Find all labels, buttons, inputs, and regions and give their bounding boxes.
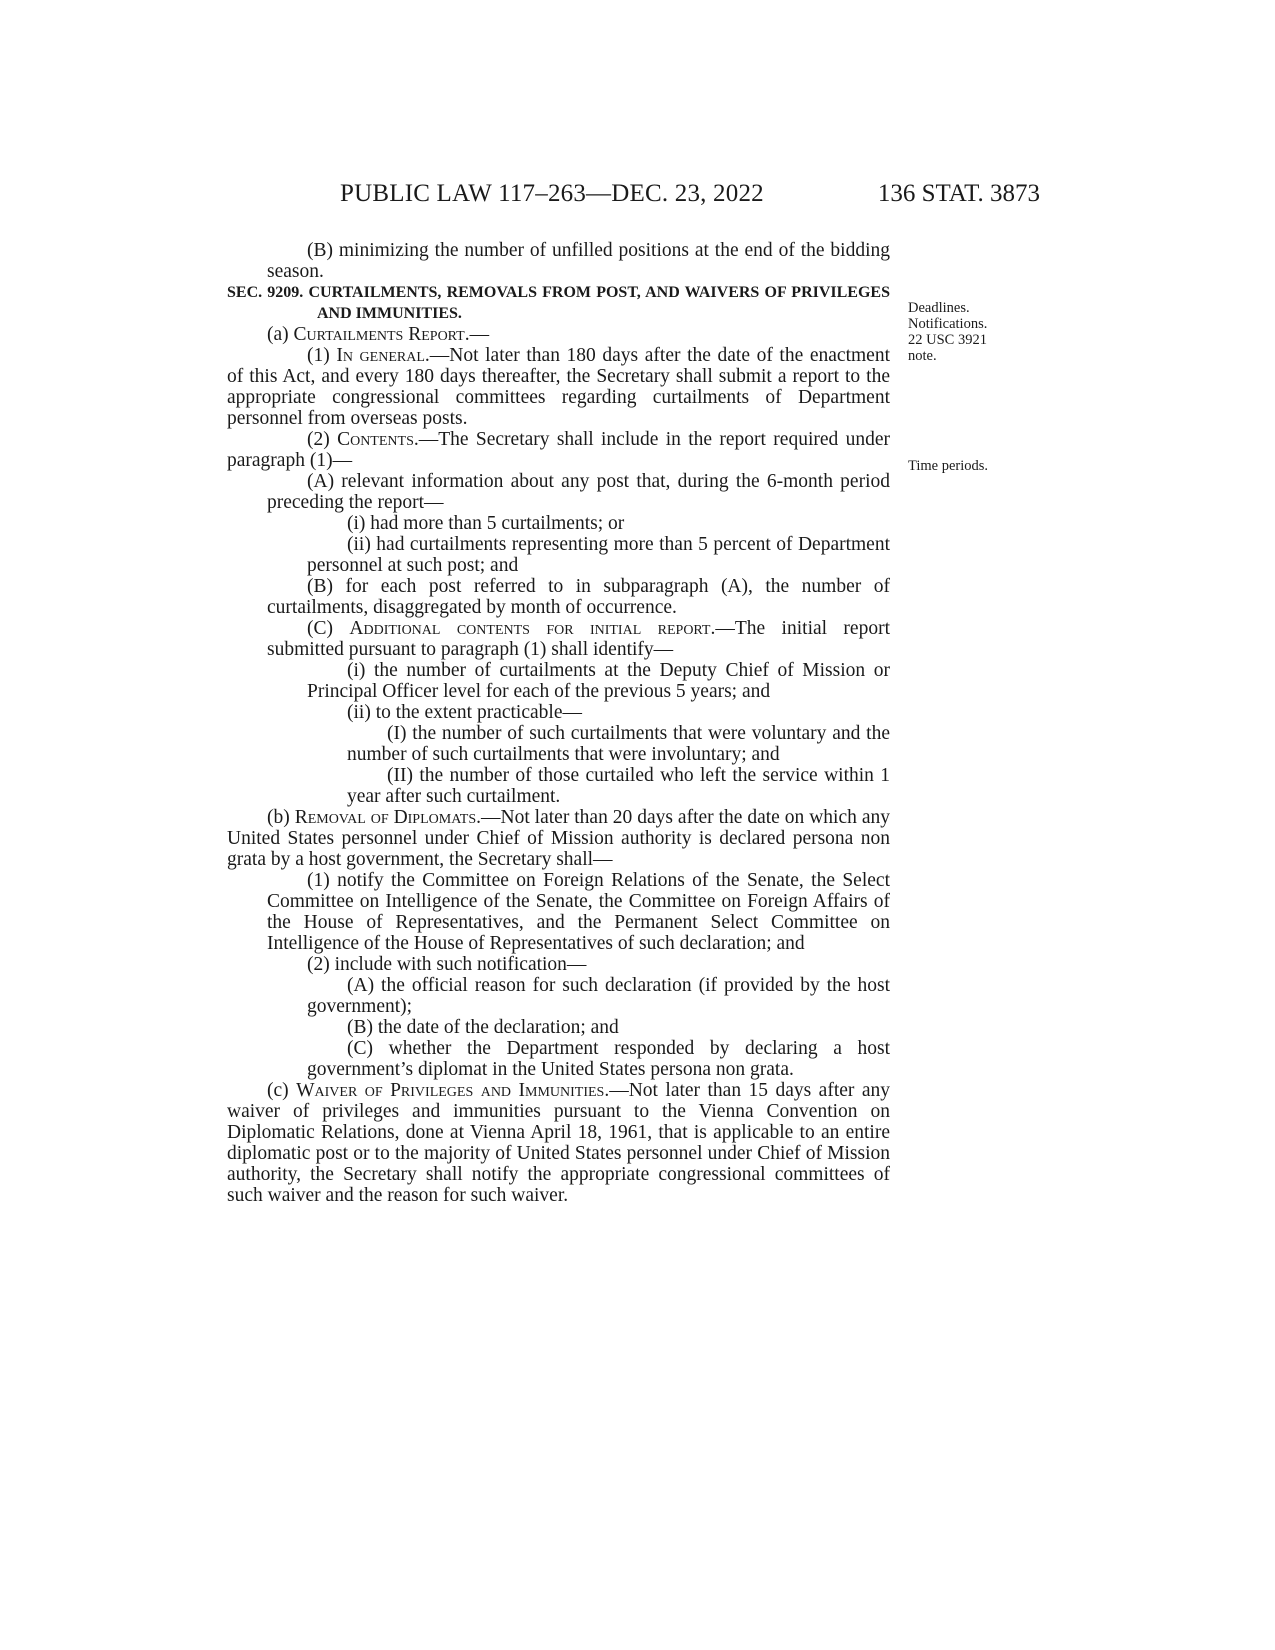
- subsection-b: [227, 807, 890, 870]
- margin-note-line: Deadlines.: [908, 300, 970, 316]
- subsection-a-prefix: (a): [267, 324, 294, 345]
- subparagraph-a2A: (A) relevant information about any post that, during the 6-month period preceding the report—: [267, 471, 890, 513]
- subsection-b-prefix: (b): [267, 807, 295, 828]
- subparagraph-a2C-heading: Additional contents for initial report: [349, 618, 711, 639]
- subparagraph-a2C: [227, 618, 890, 660]
- subclause-a2CiiII: (II) the number of those curtailed who left the service within 1 year after such curtailment.: [347, 765, 890, 807]
- subparagraph-a2C-text: .—The initial report submitted pursuant to paragraph (1) shall identify—: [267, 618, 890, 660]
- clause-a2Ci: (i) the number of curtailments at the Deputy Chief of Mission or Principal Officer level for each of the previous 5 years; and: [307, 660, 890, 702]
- page-header-title: PUBLIC LAW 117–263—DEC. 23, 2022: [340, 180, 764, 207]
- clause-a2Cii: (ii) to the extent practicable—: [347, 702, 582, 723]
- margin-note-line: 22 USC 3921: [908, 332, 987, 348]
- margin-note-time-periods: Time periods.: [908, 458, 989, 474]
- document-body: [227, 240, 890, 1206]
- subparagraph-b2A: (A) the official reason for such declaration (if provided by the host government);: [307, 975, 890, 1017]
- subsection-a-heading: Curtailments Report: [293, 324, 465, 345]
- paragraph-a1: [227, 345, 890, 429]
- subsection-c-heading: Waiver of Privileges and Immunities: [296, 1080, 605, 1101]
- subclause-a2CiiI: (I) the number of such curtailments that were voluntary and the number of such curtailments that were involuntary; and: [347, 723, 890, 765]
- subparagraph-a2B: (B) for each post referred to in subparagraph (A), the number of curtailments, disaggregated by month of occurrence.: [267, 576, 890, 618]
- paragraph-a2-heading: Contents: [337, 429, 414, 450]
- paragraph-a2: [227, 429, 890, 471]
- subsection-a: [227, 324, 890, 345]
- paragraph-a2-text: .—The Secretary shall include in the report required under paragraph (1)—: [227, 429, 890, 471]
- margin-note-line: note.: [908, 348, 937, 364]
- subsection-b-heading: Removal of Diplomats: [294, 807, 477, 828]
- clause-a2Ai: (i) had more than 5 curtailments; or: [347, 513, 625, 534]
- subparagraph-b2C: (C) whether the Department responded by declaring a host government’s diplomat in the United States persona non grata.: [307, 1038, 890, 1080]
- paragraph-a1-prefix: (1): [307, 345, 337, 366]
- margin-note-line: Notifications.: [908, 316, 988, 332]
- subsection-c-text: .—Not later than 15 days after any waiver of privileges and immunities pursuant to the Vienna Convention on Diplomatic Relations, done at Vienna April 18, 1961, that is applicable to an entire diplomatic post or to the majority of United States personnel under Chief of Mission authority, the Secretary shall notify the appropriate congressional committees of such waiver and the reason for such waiver.: [227, 1080, 890, 1206]
- subparagraph-b2B: (B) the date of the declaration; and: [347, 1017, 619, 1038]
- clause-a2Aii: (ii) had curtailments representing more than 5 percent of Department personnel at such post; and: [307, 534, 890, 576]
- subparagraph-a2C-prefix: (C): [307, 618, 350, 639]
- paragraph-a1-heading: In general: [336, 345, 425, 366]
- paragraph-a1-text: .—Not later than 180 days after the date of the enactment of this Act, and every 180 days thereafter, the Secretary shall submit a report to the appropriate congressional committees regarding curtailments of Department personnel from overseas posts.: [227, 345, 890, 429]
- margin-note-deadlines: [908, 300, 987, 364]
- subsection-c: [227, 1080, 890, 1206]
- paragraph-b1: (1) notify the Committee on Foreign Relations of the Senate, the Select Committee on Intelligence of the Senate, the Committee on Foreign Affairs of the House of Representatives, and the Permanent Select Committee on Intelligence of the House of Representatives of such declaration; and: [267, 870, 890, 954]
- paragraph-b-minimizing: (B) minimizing the number of unfilled positions at the end of the bidding season.: [267, 240, 890, 282]
- subsection-c-prefix: (c): [267, 1080, 297, 1101]
- page-header: [340, 180, 1040, 220]
- section-heading: SEC. 9209. CURTAILMENTS, REMOVALS FROM POST, AND WAIVERS OF PRIVILEGES AND IMMUNITIES.: [227, 284, 890, 322]
- subsection-a-suffix: .—: [464, 324, 490, 345]
- paragraph-b2: (2) include with such notification—: [307, 954, 587, 975]
- page-number: 136 STAT. 3873: [877, 180, 1040, 207]
- paragraph-a2-prefix: (2): [307, 429, 338, 450]
- subsection-b-text: .—Not later than 20 days after the date on which any United States personnel under Chief of Mission authority is declared persona non grata by a host government, the Secretary shall—: [227, 807, 890, 870]
